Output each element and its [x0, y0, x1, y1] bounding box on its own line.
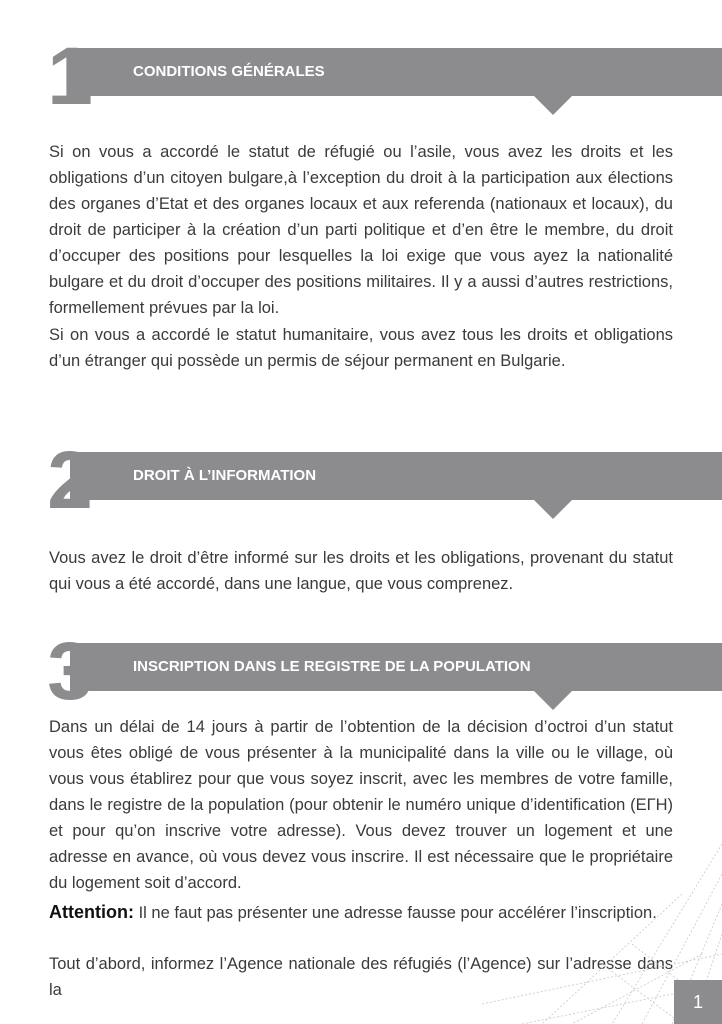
section-1-header	[0, 42, 722, 118]
section-3-header	[0, 637, 722, 713]
section-title: CONDITIONS GÉNÉRALES	[133, 63, 325, 80]
section-1-paragraph-2: Si on vous a accordé le statut humanitaire, vous avez tous les droits et obligations d’un étranger qui possède un permis de séjour permanent en Bulgarie.	[49, 326, 673, 370]
section-number: 1	[47, 42, 93, 112]
attention-text: Il ne faut pas présenter une adresse fausse pour accélérer l’inscription.	[133, 904, 657, 922]
section-2-header	[0, 446, 722, 522]
section-header-pointer	[534, 691, 572, 710]
page-number: 1	[674, 980, 722, 1024]
section-number: 3	[47, 637, 93, 707]
section-header-pointer	[534, 500, 572, 519]
attention-label: Attention:	[49, 902, 134, 922]
section-title: DROIT À L’INFORMATION	[133, 467, 317, 484]
section-number: 2	[47, 446, 93, 516]
section-header-pointer	[534, 96, 572, 115]
section-3-paragraph-1: Dans un délai de 14 jours à partir de l’obtention de la décision d’octroi d’un statut vous êtes obligé de vous présenter à la municipalité dans la ville ou le village, où vous vous établirez pour que vous soyez inscrit, avec les membres de votre famille, dans le registre de la population (pour obtenir le numéro unique d’identification (ЕГН) et pour qu’on inscrive votre adresse). Vous devez trouver un logement et une adresse en avance, où vous devez vous inscrire. Il est nécessaire que le propriétaire du logement soit d’accord.	[49, 718, 673, 892]
section-2-paragraph-1: Vous avez le droit d’être informé sur les droits et les obligations, provenant du statut qui vous a été accordé, dans une langue, que vous comprenez.	[49, 549, 673, 593]
section-3-paragraph-2: Tout d’abord, informez l’Agence nationale des réfugiés (l’Agence) sur l’adresse dans la	[49, 955, 673, 999]
section-title: INSCRIPTION DANS LE REGISTRE DE LA POPULATION	[133, 658, 531, 675]
section-1-paragraph-1: Si on vous a accordé le statut de réfugié ou l’asile, vous avez les droits et les obligations d’un citoyen bulgare,à l’exception du droit à la participation aux élections des organes d’Etat et des organes locaux et aux referenda (nationaux et locaux), du droit de participer à la création d’un parti politique et d’en être le membre, du droit d’occuper des positions pour lesquelles la loi exige que vous ayez la nationalité bulgare et du droit d’occuper des positions militaires. Il y a aussi d’autres restrictions, formellement prévues par la loi.	[49, 143, 673, 317]
